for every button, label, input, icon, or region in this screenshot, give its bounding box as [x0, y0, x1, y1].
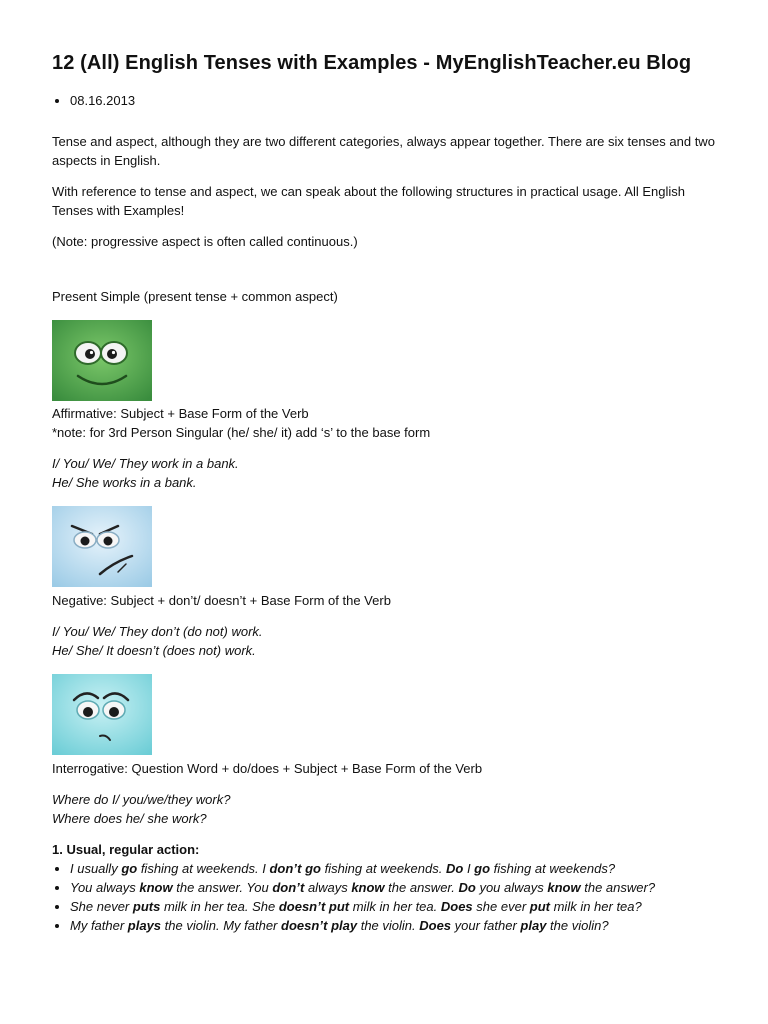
verb-highlight: Does	[419, 918, 452, 933]
interrogative-rule: Interrogative: Question Word + do/does + Subject + Base Form of the Verb	[52, 761, 483, 776]
list-item	[70, 859, 722, 878]
post-meta	[52, 92, 722, 110]
list-item	[70, 916, 722, 935]
verb-highlight: play	[520, 918, 547, 933]
affirmative-note: *note: for 3rd Person Singular (he/ she/ it) add ‘s’ to the base form	[52, 425, 431, 440]
verb-highlight: know	[139, 880, 173, 895]
example-line: I/ You/ We/ They don’t (do not) work.	[52, 624, 263, 639]
example-text: always	[304, 880, 352, 895]
article	[52, 0, 722, 935]
example-text: the violin?	[546, 918, 609, 933]
verb-highlight: Does	[440, 899, 473, 914]
example-text: the violin. My father	[161, 918, 281, 933]
angry-face-image	[52, 506, 152, 587]
verb-highlight: don’t	[272, 880, 305, 895]
usual-action-heading: 1. Usual, regular action:	[52, 842, 200, 857]
post-date: • 08.16.2013	[70, 92, 722, 110]
example-text: the violin.	[357, 918, 420, 933]
intro-paragraph: Tense and aspect, although they are two different categories, always appear together. There are six tenses and two aspects in English.	[52, 134, 715, 168]
section-title: Present Simple (present tense + common aspect)	[52, 289, 338, 304]
list-item	[70, 878, 722, 897]
verb-highlight: Do	[458, 880, 476, 895]
example-line: Where does he/ she work?	[52, 811, 207, 826]
example-line: I/ You/ We/ They work in a bank.	[52, 456, 239, 471]
example-text: the answer. You	[172, 880, 273, 895]
example-text: fishing at weekends.	[320, 861, 446, 876]
happy-face-image	[52, 320, 152, 401]
verb-highlight: plays	[127, 918, 162, 933]
example-text: My father	[70, 918, 128, 933]
verb-highlight: know	[351, 880, 385, 895]
example-text: the answer?	[580, 880, 656, 895]
negative-examples	[52, 622, 722, 660]
example-text: milk in her tea.	[349, 899, 441, 914]
verb-highlight: go	[121, 861, 138, 876]
example-text: fishing at weekends?	[490, 861, 616, 876]
example-text: fishing at weekends. I	[137, 861, 270, 876]
example-text: your father	[451, 918, 521, 933]
verb-highlight: Do	[445, 861, 464, 876]
example-text: you always	[475, 880, 548, 895]
example-text: I usually	[70, 861, 122, 876]
example-text: she ever	[472, 899, 530, 914]
example-text: milk in her tea?	[549, 899, 642, 914]
example-line: Where do I/ you/we/they work?	[52, 792, 231, 807]
verb-highlight: doesn’t put	[278, 899, 350, 914]
reference-paragraph: With reference to tense and aspect, we can speak about the following structures in practical usage. All English Tenses with Examples!	[52, 184, 686, 218]
negative-rule: Negative: Subject + don’t/ doesn’t + Base Form of the Verb	[52, 593, 391, 608]
example-text: the answer.	[384, 880, 459, 895]
example-line: He/ She works in a bank.	[52, 475, 197, 490]
affirmative-rule: Affirmative: Subject + Base Form of the Verb	[52, 406, 309, 421]
example-text: You always	[70, 880, 140, 895]
example-text: milk in her tea. She	[160, 899, 279, 914]
verb-highlight: don’t go	[269, 861, 321, 876]
verb-highlight: go	[474, 861, 491, 876]
list-item	[70, 897, 722, 916]
verb-highlight: puts	[132, 899, 161, 914]
example-text: I	[463, 861, 475, 876]
page-title: 12 (All) English Tenses with Examples - MyEnglishTeacher.eu Blog	[52, 52, 692, 74]
note-paragraph: (Note: progressive aspect is often called continuous.)	[52, 234, 358, 249]
verb-highlight: know	[547, 880, 581, 895]
verb-highlight: put	[529, 899, 550, 914]
usual-action-list	[52, 859, 722, 935]
verb-highlight: doesn’t play	[281, 918, 358, 933]
interrogative-examples	[52, 790, 722, 828]
example-line: He/ She/ It doesn’t (does not) work.	[52, 643, 256, 658]
sad-face-image	[52, 674, 152, 755]
affirmative-examples	[52, 454, 722, 492]
example-text: She never	[70, 899, 133, 914]
